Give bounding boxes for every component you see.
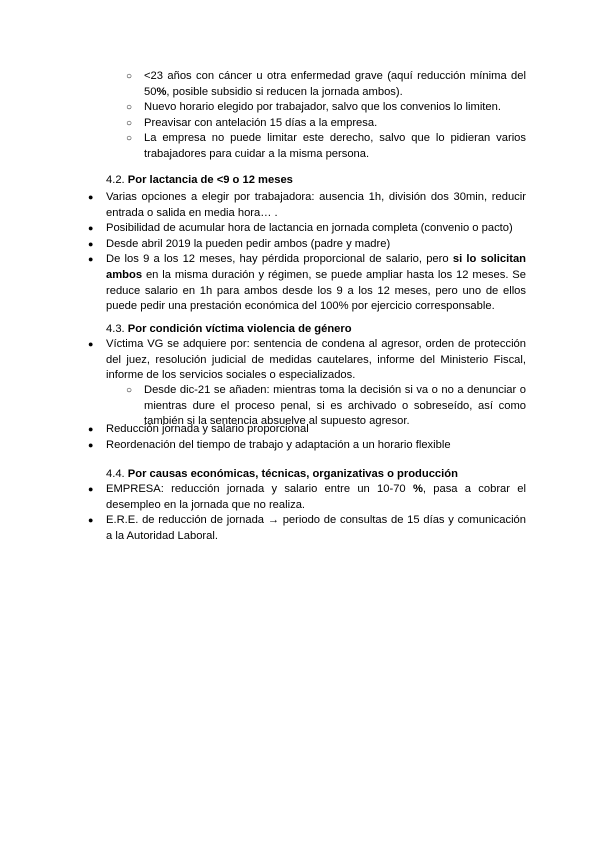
section-heading: 4.2. Por lactancia de <9 o 12 meses: [106, 174, 293, 186]
bullet-icon: ●: [88, 223, 94, 234]
list-item: ● Reducción jornada y salario proporcional: [106, 422, 526, 438]
list-item: ● Reordenación del tiempo de trabajo y adaptación a un horario flexible: [106, 438, 526, 454]
circle-bullet-icon: ○: [126, 117, 133, 129]
section-43-list-cont: [0, 422, 600, 453]
section-43-list: [0, 337, 600, 384]
bullet-icon: ●: [88, 484, 94, 494]
bullet-icon: ●: [88, 339, 94, 349]
list-item: ● E.R.E. de reducción de jornada → periodo de consultas de 15 días y comunicación a la Autoridad Laboral.: [88, 514, 526, 542]
section-44-list: [0, 482, 600, 544]
bullet-icon: ●: [88, 238, 94, 249]
circle-bullet-icon: ○: [126, 385, 133, 396]
list-item: ● Posibilidad de acumular hora de lactancia en jornada completa (convenio o pacto): [106, 221, 526, 237]
circle-bullet-icon: ○: [126, 133, 133, 145]
bullet-icon: ●: [88, 254, 94, 265]
circle-bullet-icon: ○: [126, 71, 133, 82]
section-42-list: [0, 190, 600, 315]
bullet-icon: ●: [88, 515, 94, 526]
circle-bullet-icon: ○: [126, 102, 133, 114]
list-item: ● De los 9 a los 12 meses, hay pérdida proporcional de salario, pero si lo solicitan ambos en la misma duración y régimen, se puede ampliar hasta los 12 meses. Se reduce salario en 1h para ambos desde los 9 a los 12 meses, pero uno de ellos puede pedir una prestación económica del 100% por ejercicio corresponsable.: [88, 253, 527, 313]
bullet-icon: ●: [88, 424, 94, 434]
section-heading: 4.4. Por causas económicas, técnicas, organizativas o producción: [106, 468, 458, 480]
list-item: ○ <23 años con cáncer u otra enfermedad grave (aquí reducción mínima del 50%, posible subsidio si reducen la jornada ambos).: [126, 70, 526, 98]
list-item: ○ Desde dic-21 se añaden: mientras toma la decisión si va o no a denunciar o mientras dure el proceso penal, si es archivado o sobreseído, así como también si la sentencia absuelve al supuesto agresor.: [126, 384, 526, 428]
section-heading: 4.3. Por condición víctima violencia de género: [106, 323, 352, 335]
list-item: ● EMPRESA: reducción jornada y salario entre un 10-70 %, pasa a cobrar el desempleo en la jornada que no realiza.: [88, 483, 526, 511]
list-item: ○ La empresa no puede limitar este derecho, salvo que lo pidieran varios trabajadores para cuidar a la misma persona.: [126, 132, 526, 160]
list-item: ● Varias opciones a elegir por trabajadora: ausencia 1h, división dos 30min, reducir entrada o salida en media hora… .: [88, 191, 526, 219]
top-sublist: [0, 69, 600, 163]
list-item: ● Desde abril 2019 la pueden pedir ambos (padre y madre): [106, 237, 526, 253]
list-item: ● Víctima VG se adquiere por: sentencia de condena al agresor, orden de protección del juez, resolución judicial de medidas cautelares, informe del Ministerio Fiscal, informe de los servicios sociales o especializados.: [88, 338, 526, 382]
list-item: ○ Nuevo horario elegido por trabajador, salvo que los convenios lo limiten.: [144, 100, 526, 116]
bullet-icon: ●: [88, 192, 94, 202]
bullet-icon: ●: [88, 439, 94, 450]
list-item: ○ Preavisar con antelación 15 días a la empresa.: [144, 116, 526, 132]
